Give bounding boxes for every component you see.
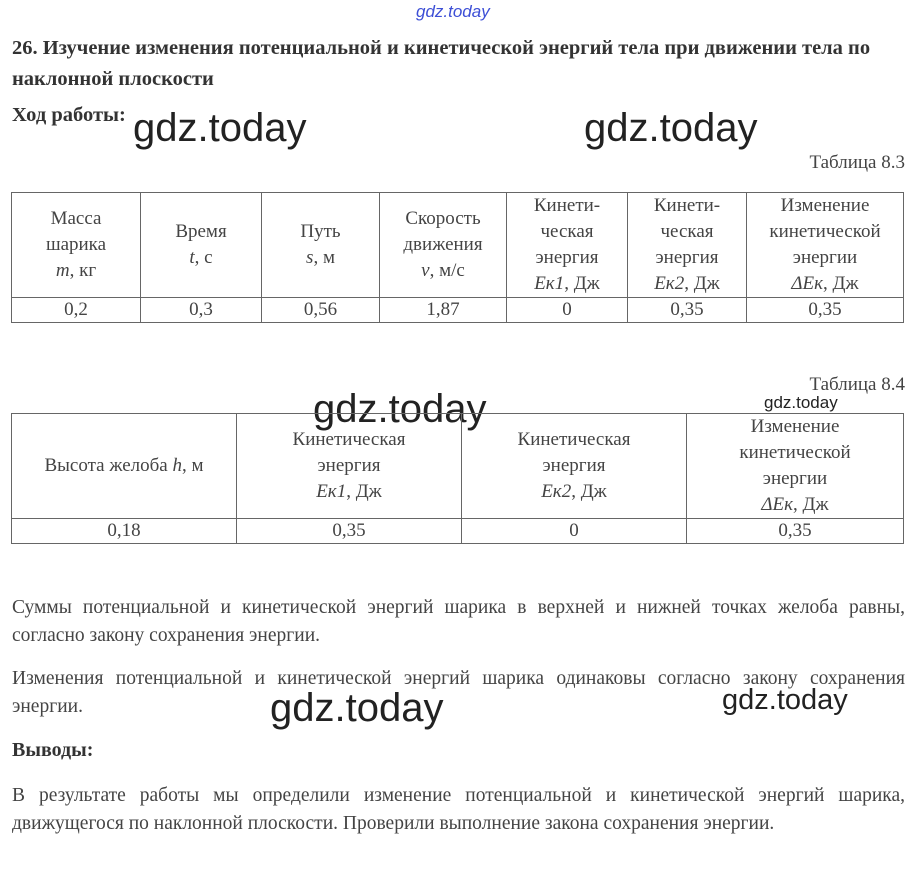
paragraph-energy-sum: Суммы потенциальной и кинетической энергий шарика в верхней и нижней точках желоба равны, согласно закону сохранения энергии.	[12, 597, 905, 646]
header-unit: , м/с	[429, 260, 465, 281]
table-8-4	[11, 413, 904, 544]
header-text: энергия	[542, 455, 606, 476]
header-var-line	[751, 271, 899, 297]
header-text: Изменение	[750, 416, 840, 437]
header-var-line	[145, 245, 257, 271]
header-text: ческая	[660, 221, 714, 242]
header-text: движения	[403, 234, 483, 255]
header-var: m	[55, 260, 70, 281]
header-text: шарика	[45, 234, 107, 255]
header-text: Путь	[300, 221, 341, 242]
header-text: энергия	[655, 247, 719, 268]
header-var: Eк1	[534, 273, 565, 294]
header-var: Eк2	[541, 481, 572, 502]
header-var-line	[384, 258, 502, 284]
header-unit: , м	[313, 247, 335, 268]
header-var: ΔEк	[761, 494, 794, 515]
header-unit: , кг	[69, 260, 97, 281]
table-cell: 0	[462, 519, 687, 544]
watermark: gdz.today	[722, 684, 848, 716]
table-cell: 0,35	[747, 298, 904, 323]
table-cell: 0	[507, 298, 628, 323]
section-heading-hod-raboty: Ход работы:	[12, 104, 126, 126]
table2-caption: Таблица 8.4	[809, 374, 905, 395]
header-ek2	[628, 193, 747, 298]
header-path	[262, 193, 380, 298]
table-cell: 0,18	[12, 519, 237, 544]
paragraph-energy-change: Изменения потенциальной и кинетической энергий шарика одинаковы согласно закону сохранения энергии.	[12, 668, 905, 717]
header-var-line	[632, 271, 742, 297]
header-time	[141, 193, 262, 298]
table-header-row	[12, 414, 904, 519]
header-mass	[12, 193, 141, 298]
header-unit: , м	[181, 455, 204, 476]
table1-caption: Таблица 8.3	[809, 152, 905, 173]
header-ek1	[507, 193, 628, 298]
watermark-top: gdz.today	[416, 2, 490, 21]
header-text: энергия	[535, 247, 599, 268]
header-ek1	[237, 414, 462, 519]
table-cell: 0,56	[262, 298, 380, 323]
header-text: Высота желоба	[44, 455, 173, 476]
header-text: кинетической	[769, 221, 881, 242]
header-delta-ek	[687, 414, 904, 519]
table-8-3	[11, 192, 904, 323]
header-height	[12, 414, 237, 519]
header-var-line	[691, 492, 899, 518]
table-cell: 0,2	[12, 298, 141, 323]
header-delta-ek	[747, 193, 904, 298]
watermark: gdz.today	[764, 393, 838, 412]
header-unit: , Дж	[564, 273, 600, 294]
watermark: gdz.today	[584, 106, 758, 150]
page-title: 26. Изучение изменения потенциальной и кинетической энергий тела при движении тела по наклонной плоскости	[12, 37, 871, 90]
header-text: Масса	[50, 208, 102, 229]
header-speed	[380, 193, 507, 298]
header-text: Кинетическая	[517, 429, 631, 450]
table-cell: 0,35	[628, 298, 747, 323]
header-var-line	[266, 245, 375, 271]
header-var-line	[241, 479, 457, 505]
header-unit: , Дж	[793, 494, 829, 515]
header-unit: , с	[194, 247, 213, 268]
table-cell: 0,35	[687, 519, 904, 544]
header-var-line	[511, 271, 623, 297]
header-unit: , Дж	[346, 481, 382, 502]
header-var: v	[421, 260, 430, 281]
section-heading-conclusions: Выводы:	[12, 739, 94, 761]
header-text: ческая	[540, 221, 594, 242]
header-var-line	[466, 479, 682, 505]
header-text: Кинетическая	[292, 429, 406, 450]
header-text: энергии	[792, 247, 858, 268]
table-cell: 1,87	[380, 298, 507, 323]
header-var-line	[16, 453, 232, 479]
watermark: gdz.today	[133, 106, 307, 150]
header-var: Eк1	[316, 481, 347, 502]
header-unit: , Дж	[571, 481, 607, 502]
table-row	[12, 298, 904, 323]
header-text: Изменение	[780, 195, 870, 216]
header-text: кинетической	[739, 442, 851, 463]
table-cell: 0,3	[141, 298, 262, 323]
header-text: Кинети-	[653, 195, 721, 216]
paragraph-conclusion: В результате работы мы определили изменение потенциальной и кинетической энергий шарика, движущегося по наклонной плоскости. Проверили выполнение закона сохранения энергии.	[12, 785, 905, 834]
header-text: Скорость	[405, 208, 481, 229]
header-text: энергия	[317, 455, 381, 476]
header-unit: , Дж	[823, 273, 859, 294]
table-header-row	[12, 193, 904, 298]
header-text: энергии	[762, 468, 828, 489]
watermark: gdz.today	[313, 387, 487, 431]
header-text: Кинети-	[533, 195, 601, 216]
header-var: t	[189, 247, 195, 268]
header-unit: , Дж	[684, 273, 720, 294]
header-text: Время	[175, 221, 227, 242]
header-var: s	[306, 247, 314, 268]
header-var: Eк2	[654, 273, 685, 294]
header-var: h	[172, 455, 182, 476]
table-cell: 0,35	[237, 519, 462, 544]
header-var: ΔEк	[791, 273, 824, 294]
table-row	[12, 519, 904, 544]
header-var-line	[16, 258, 136, 284]
watermark: gdz.today	[270, 686, 444, 730]
header-ek2	[462, 414, 687, 519]
